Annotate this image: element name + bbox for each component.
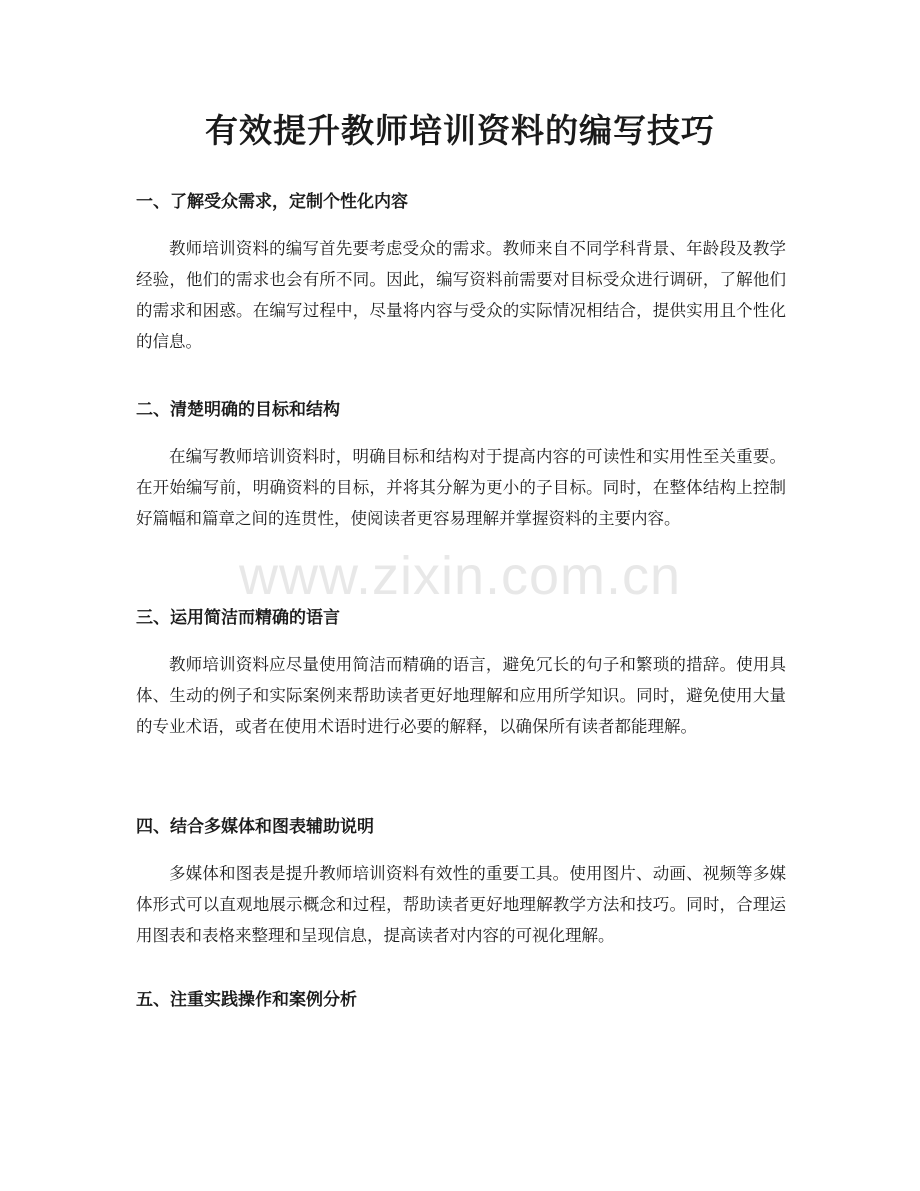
section-heading-1: 一、了解受众需求，定制个性化内容 bbox=[136, 192, 408, 212]
section-body-1: 教师培训资料的编写首先要考虑受众的需求。教师来自不同学科背景、年龄段及教学经验，他们的需求也会有所不同。因此，编写资料前需要对目标受众进行调研，了解他们的需求和困惑。在编写过程中，尽量将内容与受众的实际情况相结合，提供实用且个性化的信息。 bbox=[136, 239, 786, 351]
section-heading-2: 二、清楚明确的目标和结构 bbox=[136, 400, 340, 420]
watermark: www.zixin.com.cn bbox=[238, 546, 682, 606]
document-title: 有效提升教师培训资料的编写技巧 bbox=[205, 111, 715, 150]
section-heading-3: 三、运用简洁而精确的语言 bbox=[136, 608, 340, 628]
section-body-2: 在编写教师培训资料时，明确目标和结构对于提高内容的可读性和实用性至关重要。在开始编写前，明确资料的目标，并将其分解为更小的子目标。同时，在整体结构上控制好篇幅和篇章之间的连贯性，使阅读者更容易理解并掌握资料的主要内容。 bbox=[136, 447, 786, 528]
section-heading-5: 五、注重实践操作和案例分析 bbox=[136, 990, 357, 1010]
section-body-4: 多媒体和图表是提升教师培训资料有效性的重要工具。使用图片、动画、视频等多媒体形式可以直观地展示概念和过程，帮助读者更好地理解教学方法和技巧。同时，合理运用图表和表格来整理和呈现信息，提高读者对内容的可视化理解。 bbox=[136, 864, 786, 945]
section-heading-4: 四、结合多媒体和图表辅助说明 bbox=[136, 817, 374, 837]
section-body-3: 教师培训资料应尽量使用简洁而精确的语言，避免冗长的句子和繁琐的措辞。使用具体、生动的例子和实际案例来帮助读者更好地理解和应用所学知识。同时，避免使用大量的专业术语，或者在使用术语时进行必要的解释，以确保所有读者都能理解。 bbox=[136, 655, 786, 736]
